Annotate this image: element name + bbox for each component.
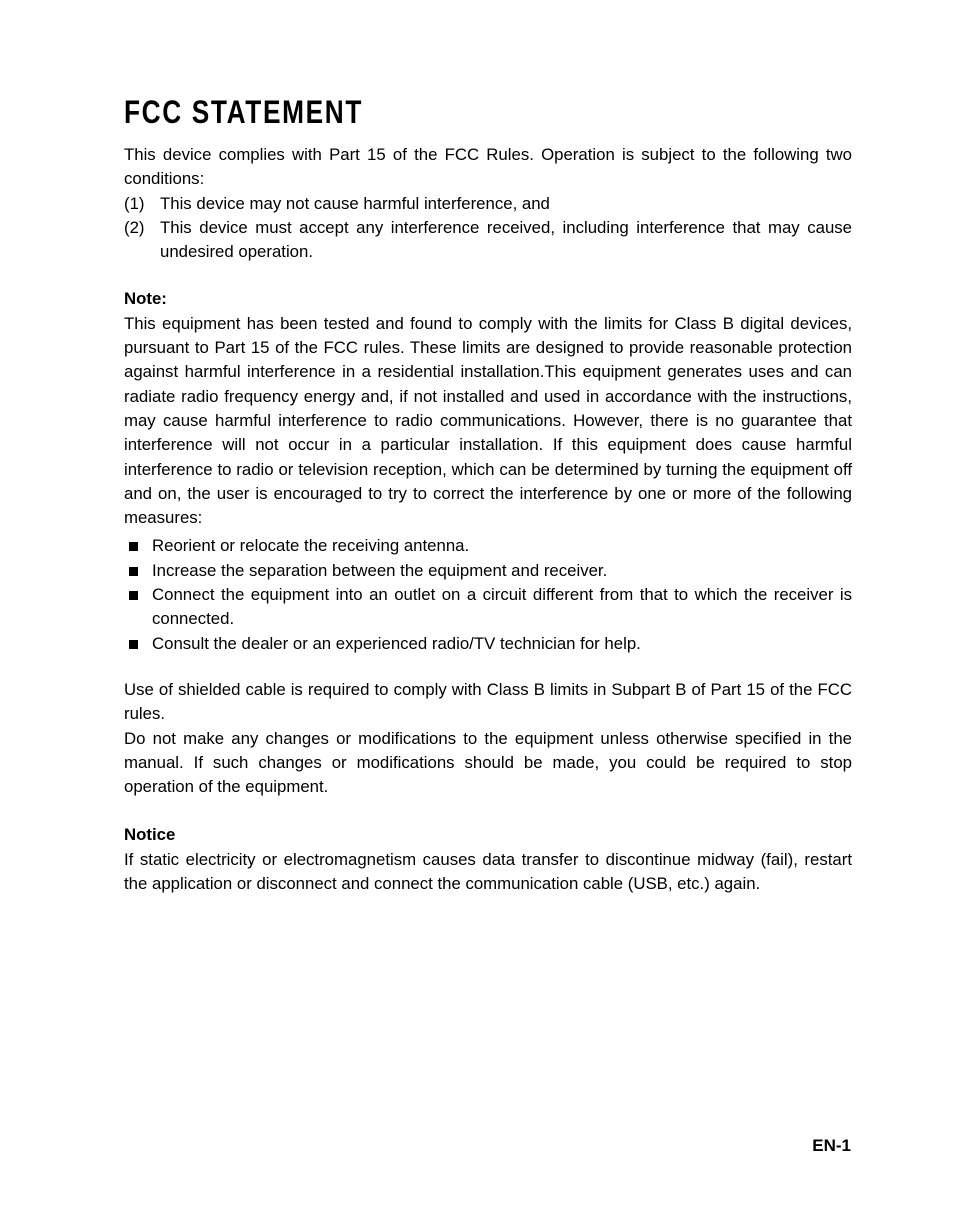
condition-item-2 <box>124 216 852 265</box>
intro-paragraph: This device complies with Part 15 of the FCC Rules. Operation is subject to the following two conditions: <box>124 145 852 189</box>
modifications-paragraph: Do not make any changes or modifications to the equipment unless otherwise specified in the manual. If such changes or modifications should be made, you could be required to stop operation of the equipment. <box>124 728 852 797</box>
notice-paragraph: If static electricity or electromagnetism causes data transfer to discontinue midway (fail), restart the application or disconnect and connect the communication cable (USB, etc.) again. <box>124 849 852 894</box>
measure-text: Reorient or relocate the receiving antenna. <box>152 536 470 556</box>
measure-item <box>124 534 852 558</box>
measure-text: Consult the dealer or an experienced radio/TV technician for help. <box>152 633 641 653</box>
shielded-cable-paragraph: Use of shielded cable is required to comply with Class B limits in Subpart B of Part 15 of the FCC rules. <box>124 679 852 724</box>
condition-text: This device must accept any interference received, including interference that may cause undesired operation. <box>160 217 852 262</box>
bullet-square-icon <box>129 591 138 600</box>
measure-text: Connect the equipment into an outlet on a circuit different from that to which the receiver is connected. <box>152 585 852 629</box>
measures-list <box>124 534 852 655</box>
bullet-square-icon <box>129 542 138 551</box>
page-title: FCC STATEMENT <box>124 94 363 130</box>
measure-item <box>124 632 852 656</box>
bullet-square-icon <box>129 640 138 649</box>
notice-heading: Notice <box>124 825 176 845</box>
bullet-square-icon <box>129 567 138 576</box>
condition-number: (2) <box>124 217 145 237</box>
manual-page <box>124 94 852 896</box>
note-heading: Note: <box>124 289 167 309</box>
condition-item-1 <box>124 192 852 216</box>
measure-text: Increase the separation between the equipment and receiver. <box>152 560 608 580</box>
measure-item <box>124 583 852 632</box>
condition-text: This device may not cause harmful interference, and <box>160 193 550 213</box>
condition-number: (1) <box>124 193 145 213</box>
page-number: EN-1 <box>812 1136 851 1155</box>
measure-item <box>124 559 852 583</box>
note-paragraph: This equipment has been tested and found to comply with the limits for Class B digital devices, pursuant to Part 15 of the FCC rules. These limits are designed to provide reasonable protection against harmful interference in a residential installation.This equipment generates uses and can radiate radio frequency energy and, if not installed and used in accordance with the instructions, may cause harmful interference to radio communications. However, there is no guarantee that interference will not occur in a particular installation. If this equipment does cause harmful interference to radio or television reception, which can be determined by turning the equipment off and on, the user is encouraged to try to correct the interference by one or more of the following measures: <box>124 313 852 528</box>
